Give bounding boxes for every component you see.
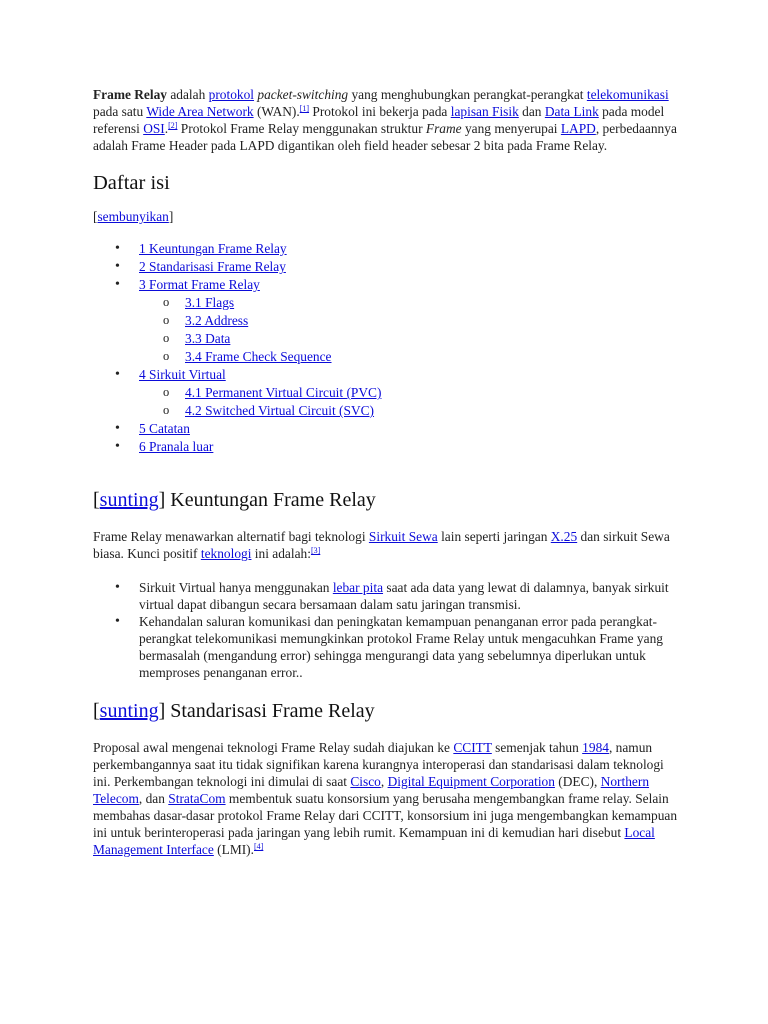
toc-link-catatan[interactable]: 5 Catatan (139, 421, 190, 436)
ref-4[interactable]: [4] (254, 842, 264, 851)
text: pada model referensi (93, 104, 665, 136)
toc-link-flags[interactable]: 3.1 Flags (185, 295, 235, 310)
toc-item (93, 240, 683, 258)
text: , namun perkembangannya saat itu tidak signifikan karena kurangnya interoperasi dan standarisasi dalam teknologi ini. Perkembangan teknologi ini dimulai di saat (93, 740, 664, 789)
toc-sublist (139, 384, 683, 420)
edit-link-section2[interactable]: sunting (99, 700, 159, 722)
toc-subitem (139, 312, 683, 330)
toc-link-pranala[interactable]: 6 Pranala luar (139, 439, 214, 454)
toc-link-fcs[interactable]: 3.4 Frame Check Sequence (185, 349, 332, 364)
link-wide-area-network[interactable]: Wide Area Network (146, 104, 254, 119)
toc-link-keuntungan[interactable]: 1 Keuntungan Frame Relay (139, 241, 287, 256)
bracket: ] (168, 209, 174, 224)
toc-link-sirkuit-virtual[interactable]: 4 Sirkuit Virtual (139, 367, 226, 382)
toc-subitem (139, 330, 683, 348)
section1-paragraph (93, 528, 683, 562)
text: lain seperti jaringan (437, 529, 551, 544)
link-teknologi[interactable]: teknologi (200, 546, 252, 561)
toc-subitem (139, 384, 683, 402)
section-title: Keuntungan Frame Relay (165, 489, 376, 511)
link-local-management-interface[interactable]: Local Management Interface (93, 825, 655, 857)
link-osi[interactable]: OSI (143, 121, 165, 136)
toc-link-data[interactable]: 3.3 Data (185, 331, 231, 346)
text: dan sirkuit Sewa biasa. Kunci positif (93, 529, 670, 561)
text: membentuk suatu konsorsium yang berusaha mengembangkan frame relay. Selain membahas dasar-dasar protokol Frame Relay dari CCITT, konsorsium ini juga mengembangkan kemampuan ini untuk berinteroperasi pada jaringan yang lebih rumit. Kemampuan ini di kemudian hari disebut (93, 791, 678, 840)
link-data-link[interactable]: Data Link (544, 104, 599, 119)
ref-3[interactable]: [3] (310, 546, 321, 555)
toc-toggle-link[interactable]: sembunyikan (97, 209, 169, 224)
bracket: [ (93, 489, 100, 511)
bracket: ] (158, 489, 166, 511)
link-ccitt[interactable]: CCITT (453, 740, 492, 755)
link-1984[interactable]: 1984 (582, 740, 609, 755)
toc-link-pvc[interactable]: 4.1 Permanent Virtual Circuit (PVC) (185, 385, 382, 400)
text: Proposal awal mengenai teknologi Frame Relay sudah diajukan ke (93, 740, 454, 755)
text: Protokol ini bekerja pada (309, 104, 451, 119)
text: ini adalah: (251, 546, 311, 561)
text: saat ada data yang lewat di dalamnya, banyak sirkuit virtual dapat dibangun secara bersamaan dalam satu jaringan transmisi. (139, 580, 669, 612)
link-northern-telecom[interactable]: Northern Telecom (93, 774, 650, 806)
text: yang menyerupai (461, 121, 561, 136)
text: , perbedaannya adalah Frame Header pada LAPD digantikan oleh field header sebesar 2 bita pada Frame Relay. (93, 121, 677, 153)
text: , (380, 774, 388, 789)
section-heading-keuntungan (93, 487, 683, 513)
link-stratacom[interactable]: StrataCom (168, 791, 226, 806)
intro-paragraph (93, 86, 683, 154)
toc-item (93, 420, 683, 438)
text: . (164, 121, 169, 136)
keuntungan-list (93, 579, 683, 681)
text: Kehandalan saluran komunikasi dan peningkatan kemampuan penanganan error pada perangkat-perangkat telekomunikasi memungkinkan protokol Frame Relay untuk mengacuhkan Frame yang bermasalah (mengandung error) sehingga mengurangi data yang sebelumnya diperlukan untuk memproses penanganan error.. (139, 614, 663, 680)
toc-item (93, 366, 683, 420)
toc-subitem (139, 402, 683, 420)
text: Protokol Frame Relay menggunakan struktur (177, 121, 426, 136)
bracket: [ (93, 700, 100, 722)
link-sirkuit-sewa[interactable]: Sirkuit Sewa (368, 529, 438, 544)
edit-link-section1[interactable]: sunting (99, 489, 159, 511)
toc-item (93, 438, 683, 456)
list-item (93, 613, 683, 681)
text: (WAN). (253, 104, 300, 119)
section-heading-standarisasi (93, 698, 683, 724)
term-frame-relay: Frame Relay (93, 87, 167, 102)
link-digital-equipment-corporation[interactable]: Digital Equipment Corporation (387, 774, 555, 789)
toc-subitem (139, 348, 683, 366)
toc-link-format[interactable]: 3 Format Frame Relay (139, 277, 260, 292)
text: Frame Relay menawarkan alternatif bagi teknologi (93, 529, 369, 544)
text: (DEC), (554, 774, 601, 789)
link-cisco[interactable]: Cisco (350, 774, 381, 789)
link-protokol[interactable]: protokol (208, 87, 255, 102)
toc-link-svc[interactable]: 4.2 Switched Virtual Circuit (SVC) (185, 403, 375, 418)
text: (LMI). (213, 842, 254, 857)
text: , dan (138, 791, 169, 806)
toc-subitem (139, 294, 683, 312)
link-lapd[interactable]: LAPD (560, 121, 596, 136)
bracket: [ (93, 209, 98, 224)
list-item (93, 579, 683, 613)
bracket: ] (158, 700, 166, 722)
link-telekomunikasi[interactable]: telekomunikasi (586, 87, 669, 102)
article-body (93, 86, 683, 858)
toc-title: Daftar isi (93, 172, 170, 194)
section2-paragraph (93, 739, 683, 858)
ref-1[interactable]: [1] (299, 104, 310, 113)
link-lapisan-fisik[interactable]: lapisan Fisik (450, 104, 519, 119)
table-of-contents (93, 240, 683, 456)
text: semenjak tahun (491, 740, 583, 755)
toc-sublist (139, 294, 683, 366)
text: dan (518, 104, 545, 119)
link-x25[interactable]: X.25 (550, 529, 578, 544)
ref-2[interactable]: [2] (168, 121, 178, 130)
text: adalah (167, 87, 209, 102)
section-title: Standarisasi Frame Relay (165, 700, 375, 722)
italic-frame: Frame (425, 121, 462, 136)
italic-packet-switching: packet-switching (257, 87, 349, 102)
toc-item (93, 258, 683, 276)
link-lebar-pita[interactable]: lebar pita (332, 580, 384, 595)
toc-item (93, 276, 683, 366)
text: yang menghubungkan perangkat-perangkat (348, 87, 587, 102)
text: pada satu (93, 104, 147, 119)
toc-link-address[interactable]: 3.2 Address (185, 313, 249, 328)
toc-toggle-line (93, 208, 683, 225)
text: Sirkuit Virtual hanya menggunakan (139, 580, 333, 595)
toc-link-standarisasi[interactable]: 2 Standarisasi Frame Relay (139, 259, 286, 274)
